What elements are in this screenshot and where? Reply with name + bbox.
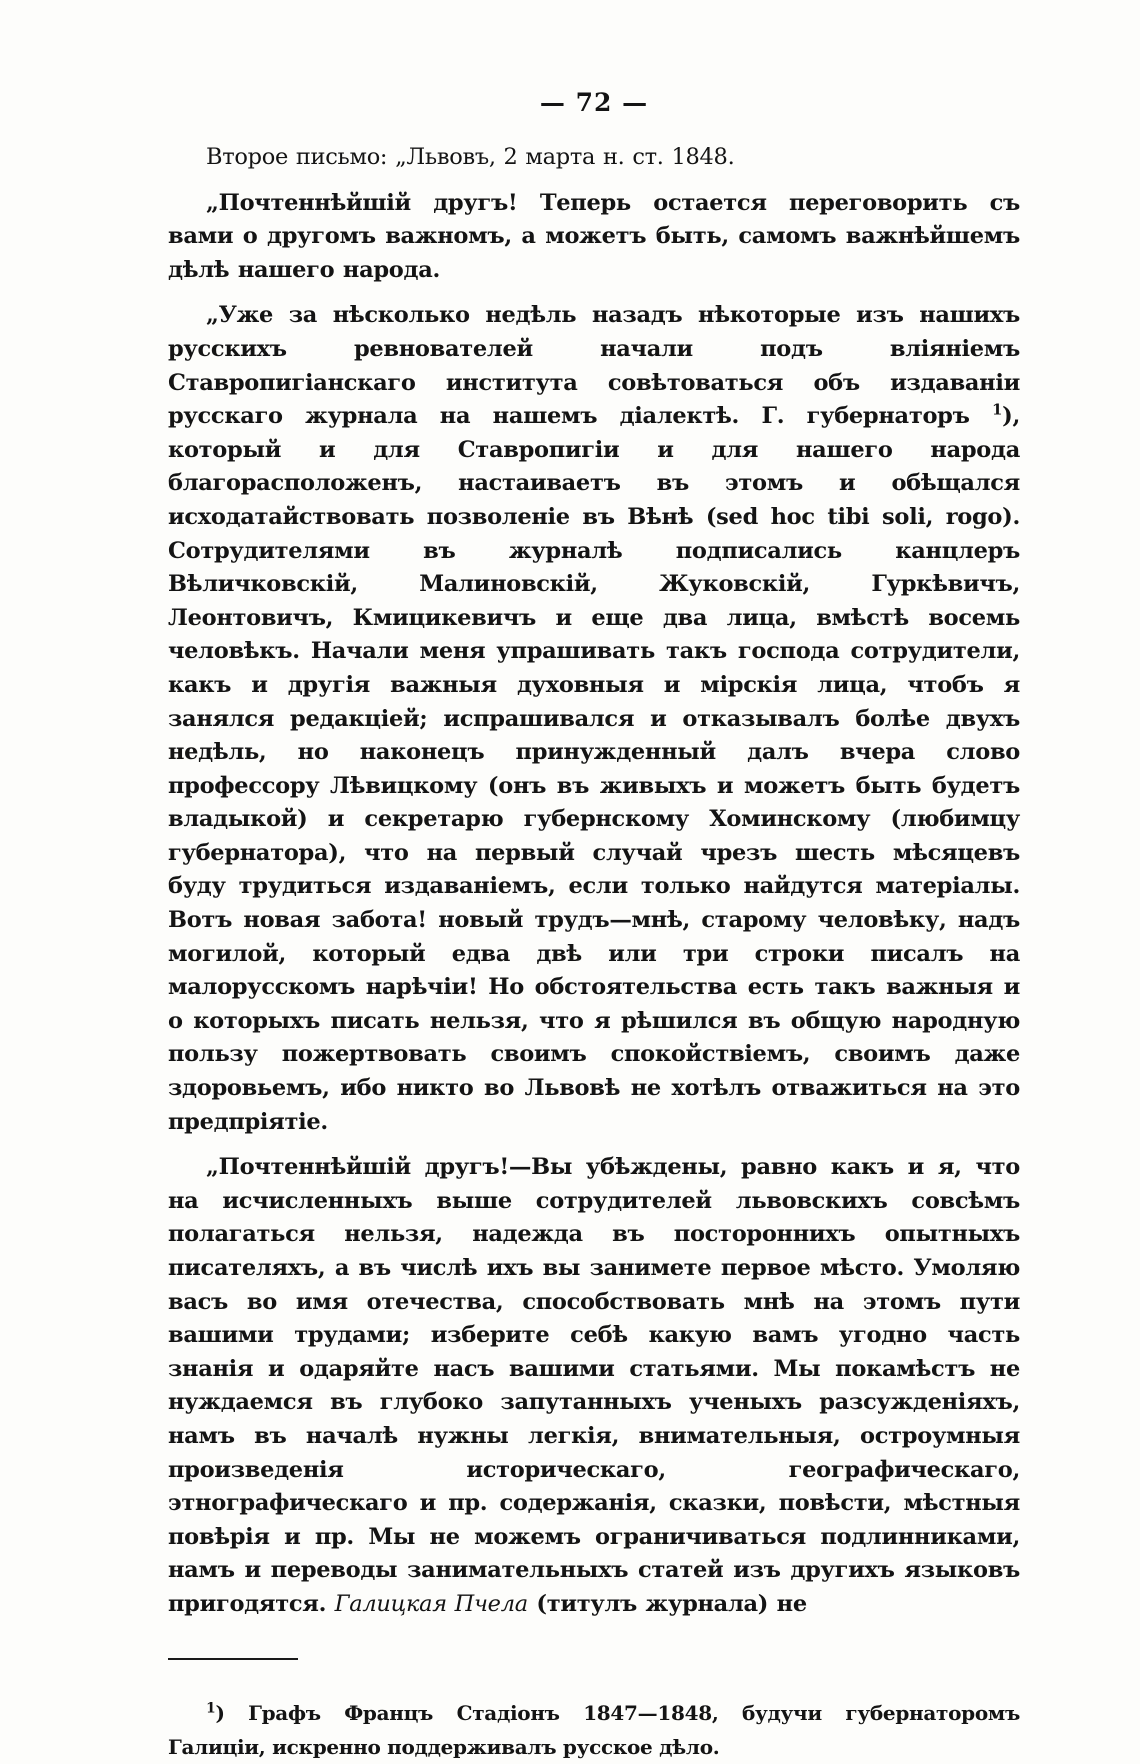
paragraph-3 bbox=[168, 299, 1020, 1139]
footnote bbox=[168, 1696, 1020, 1764]
journal-title: Галицкая Пчела bbox=[334, 1590, 528, 1617]
paragraph-3-text-b: ), который и для Ставропигіи и для нашего народа благорасположенъ, настаиваетъ въ этомъ и обѣщался исходатайствовать позволеніе въ Вѣнѣ (sed hoc tibi soli, rogo). Сотрудителями въ журналѣ подписались канцлеръ Вѣличковскій, Малиновскій, Жуковскій, Гуркѣвичъ, Леонтовичъ, Кмицикевичъ и еще два лица, вмѣстѣ восемь человѣкъ. Начали меня упрашивать такъ господа сотрудители, какъ и другія важныя духовныя и мірскія лица, чтобъ я занялся редакціей; испрашивался и отказывалъ болѣе двухъ недѣль, но наконецъ принужденный далъ вчера слово профессору Лѣвицкому (онъ въ живыхъ и можетъ быть будетъ владыкой) и секретарю губернскому Хоминскому (любимцу губернатора), что на первый случай чрезъ шесть мѣсяцевъ буду трудиться издаваніемъ, если только найдутся матеріалы. Вотъ новая забота! новый трудъ—мнѣ, старому человѣку, надъ могилой, который едва двѣ или три строки писалъ на малорусскомъ нарѣчіи! Но обстоятельства есть такъ важныя и о которыхъ писать нельзя, что я рѣшился въ общую народную пользу пожертвовать своимъ спокойствіемъ, своимъ даже здоровьемъ, ибо никто во Львовѣ не хотѣлъ отважиться на это предпріятіе. bbox=[168, 403, 1020, 1135]
footnote-divider bbox=[168, 1658, 298, 1660]
paragraph-3-text-a: „Уже за нѣсколько недѣль назадъ нѣкоторые изъ нашихъ русскихъ ревнователей начали подъ вліяніемъ Ставропигіанскаго института совѣтоваться объ издаваніи русскаго журнала на нашемъ діалектѣ. Г. губернаторъ bbox=[168, 302, 1020, 430]
paragraph-4-text-a: „Почтеннѣйшій другъ!—Вы убѣждены, равно какъ и я, что на исчисленныхъ выше сотрудителей львовскихъ совсѣмъ полагаться нельзя, надежда въ постороннихъ опытныхъ писателяхъ, а въ числѣ ихъ вы занимете первое мѣсто. Умоляю васъ во имя отечества, способствовать мнѣ на этомъ пути вашими трудами; изберите себѣ какую вамъ угодно часть знанія и одаряйте насъ вашими статьями. Мы покамѣстъ не нуждаемся въ глубоко запутанныхъ ученыхъ разсужденіяхъ, намъ въ началѣ нужны легкія, внимательныя, остроумныя произведенія историческаго, географическаго, этнографическаго и пр. содержанія, сказки, повѣсти, мѣстныя повѣрія и пр. Мы не можемъ ограничиваться подлинниками, намъ и переводы занимательныхъ статей изъ другихъ языковъ пригодятся. bbox=[168, 1154, 1020, 1617]
paragraph-1-text: Второе письмо: „Львовъ, 2 марта н. ст. 1848. bbox=[206, 144, 735, 170]
footnote-reference-mark: 1 bbox=[991, 400, 1003, 419]
paragraph-4 bbox=[168, 1151, 1020, 1621]
paragraph-2-text: „Почтеннѣйшій другъ! Теперь остается переговорить съ вами о другомъ важномъ, а можетъ быть, самомъ важнѣйшемъ дѣлѣ нашего народа. bbox=[168, 189, 1020, 283]
document-page bbox=[168, 88, 1020, 1764]
paragraph-1 bbox=[168, 141, 1020, 175]
footnote-mark: 1 bbox=[206, 1699, 216, 1716]
footnote-text: ) Графъ Францъ Стадіонъ 1847—1848, будучи губернаторомъ Галиціи, искренно поддерживалъ русское дѣло. bbox=[168, 1700, 1020, 1759]
page-number: — 72 — bbox=[539, 88, 649, 117]
paragraph-4-text-b: (титулъ журнала) не bbox=[527, 1590, 807, 1617]
paragraph-2 bbox=[168, 187, 1020, 288]
